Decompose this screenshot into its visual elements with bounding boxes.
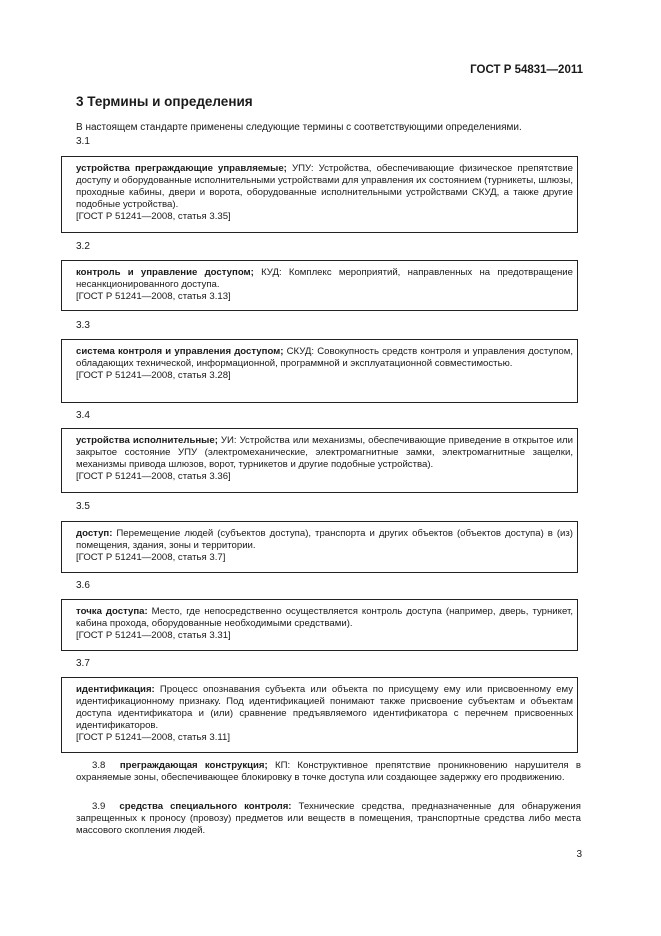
definition: УИ: Устройства или механизмы, обеспечивающие приведение в открытое или закрытое состояние УПУ (электромеханические, электромагнитные замки, электромагнитные защелки, механизмы привода шлюзов, ворот, турникетов и другие подобные устройства). xyxy=(76,435,573,470)
term: контроль и управление доступом; xyxy=(76,267,254,278)
reference: [ГОСТ Р 51241—2008, статья 3.28] xyxy=(76,369,231,381)
reference: [ГОСТ Р 51241—2008, статья 3.35] xyxy=(76,210,231,222)
entry-number: 3.8 xyxy=(92,760,106,771)
document-code: ГОСТ Р 54831—2011 xyxy=(470,64,583,76)
entry-number: 3.3 xyxy=(76,320,90,331)
term: устройства преграждающие управляемые; xyxy=(76,163,287,174)
term: идентификация: xyxy=(76,684,155,695)
entry-number: 3.7 xyxy=(76,658,90,669)
entry-number: 3.2 xyxy=(76,241,90,252)
definition: КУД: Комплекс мероприятий, направленных на предотвращение несанкционированного доступа. xyxy=(76,267,573,290)
definition: УПУ: Устройства, обеспечивающие физическое препятствие доступу и оборудованные исполнительными устройствами для управления их состоянием (турникеты, шлюзы, проходные кабины, двери и ворота, оборудованные исполнительными устройствами СКУД, а также другие подобные устройства). xyxy=(76,163,573,210)
reference: [ГОСТ Р 51241—2008, статья 3.7] xyxy=(76,551,226,563)
page-number: 3 xyxy=(576,849,582,860)
definition-box xyxy=(61,599,578,651)
definition: Место, где непосредственно осуществляется контроль доступа (например, дверь, турникет, кабина прохода, оборудованные необходимыми средствами). xyxy=(76,606,573,629)
definition: КП: Конструктивное препятствие проникновению нарушителя в охраняемые зоны, обеспечивающее блокировку в точке доступа или создающее задержку его продвижению. xyxy=(76,760,581,783)
entry-number: 3.4 xyxy=(76,410,90,421)
definition-box xyxy=(61,260,578,311)
entry-number: 3.1 xyxy=(76,136,90,147)
definition: Технические средства, предназначенные для обнаружения запрещенных к проносу (провозу) предметов или веществ в помещения, транспортные средства либо места массового скопления людей. xyxy=(76,801,581,836)
definition: Процесс опознавания субъекта или объекта по присущему ему или присвоенному ему идентификационному признаку. Под идентификацией понимают также присвоение субъектам и объектам доступа идентификатора и (или) сравнение предъявляемого идентификатора с перечнем присвоенных идентификаторов. xyxy=(76,684,573,731)
entry-number: 3.6 xyxy=(76,580,90,591)
definition-box xyxy=(61,156,578,233)
term: доступ: xyxy=(76,528,113,539)
section-title: 3 Термины и определения xyxy=(76,94,253,109)
term: средства специального контроля: xyxy=(119,801,292,812)
term: точка доступа: xyxy=(76,606,148,617)
reference: [ГОСТ Р 51241—2008, статья 3.31] xyxy=(76,629,231,641)
reference: [ГОСТ Р 51241—2008, статья 3.36] xyxy=(76,470,231,482)
definition-box xyxy=(61,428,578,493)
definition: Перемещение людей (субъектов доступа), транспорта и других объектов (объектов доступа) в (из) помещения, здания, зоны и территории. xyxy=(76,528,573,551)
reference: [ГОСТ Р 51241—2008, статья 3.11] xyxy=(76,731,231,743)
reference: [ГОСТ Р 51241—2008, статья 3.13] xyxy=(76,290,231,302)
definition-box xyxy=(61,339,578,403)
entry-number: 3.9 xyxy=(92,801,106,812)
definition-box xyxy=(61,521,578,573)
plain-entry xyxy=(76,801,581,837)
term: система контроля и управления доступом; xyxy=(76,346,284,357)
plain-entry xyxy=(76,760,581,784)
term: преграждающая конструкция; xyxy=(119,760,268,771)
intro-text: В настоящем стандарте применены следующие термины с соответствующими определениями. xyxy=(76,122,522,133)
entry-number: 3.5 xyxy=(76,501,90,512)
definition-box xyxy=(61,677,578,753)
term: устройства исполнительные; xyxy=(76,435,218,446)
definition: СКУД: Совокупность средств контроля и управления доступом, обладающих технической, информационной, программной и эксплуатационной совместимостью. xyxy=(76,346,573,369)
